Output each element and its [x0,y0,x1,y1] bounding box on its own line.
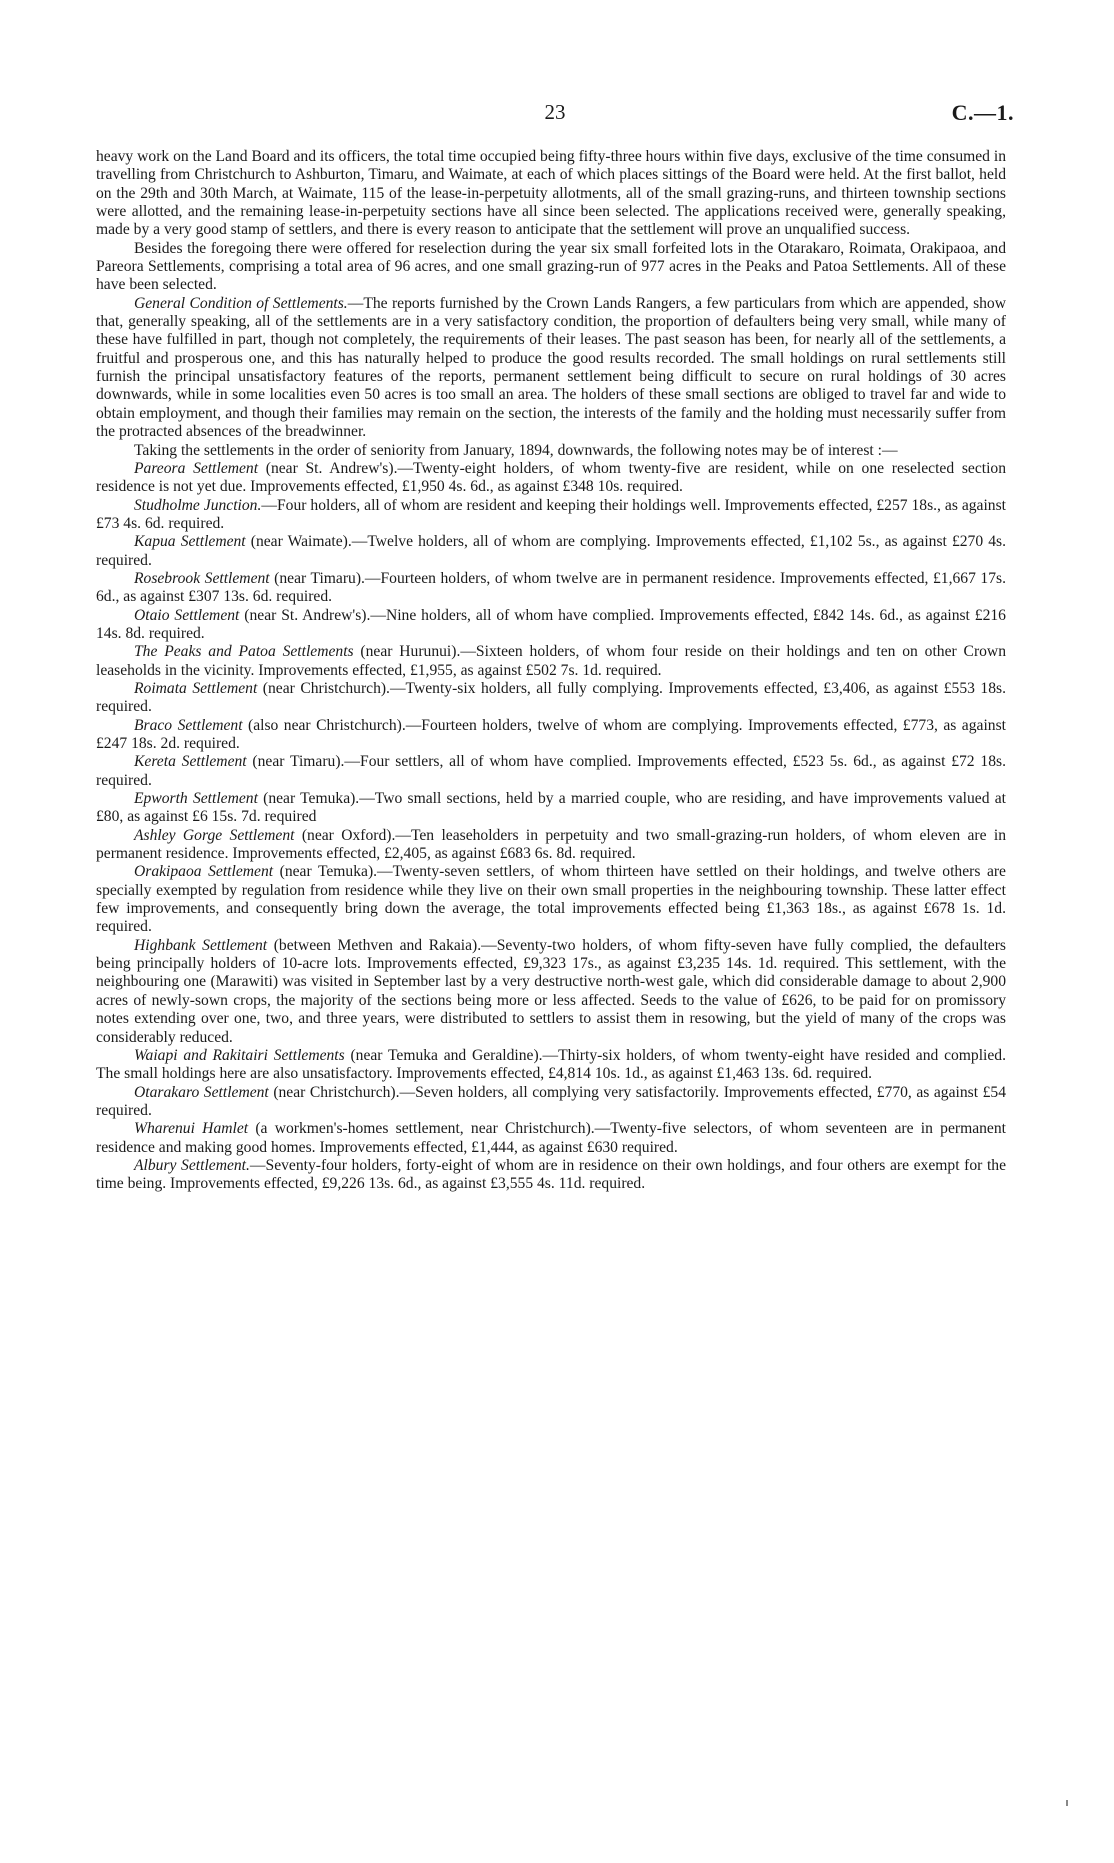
paragraph-lead: Waiapi and Rakitairi Settlements [134,1046,345,1064]
paragraph-lead: Ashley Gorge Settlement [134,826,295,844]
paragraph [96,1157,1006,1194]
paragraph-lead: Roimata Settlement [134,679,258,697]
paragraph-lead: The Peaks and Patoa Settlements [134,643,354,661]
paragraph-text: (near Oxford).—Ten leaseholders in perpetuity and two small-grazing-run holders, of whom eleven are in permanent residence. Improvements effected, £2,405, as against £683 6s. 8d. required. [96,826,1007,863]
paragraph-text: (near Temuka).—Two small sections, held by a married couple, who are residing, and have improvements valued at £80, as against £6 15s. 7d. required [96,790,1006,826]
paragraph [96,240,1006,295]
paragraph [96,295,1006,442]
paragraph [96,460,1006,497]
paragraph-lead: Albury Settlement. [134,1156,250,1174]
paragraph [96,937,1006,1047]
paragraph-text: Besides the foregoing there were offered for reselection during the year six small forfeited lots in the Otarakaro, Roimata, Orakipaoa, and Pareora Settlements, comprising a total area of 96 acres, and one small grazing-run of 977 acres in the Peaks and Patoa Settlements. All of these have been selected. [96,239,1006,294]
paragraph-text: (near Christchurch).—Seven holders, all complying very satisfactorily. Improvements effected, £770, as against £54 required. [96,1083,1006,1119]
paragraph-lead: Kereta Settlement [134,753,247,771]
paragraph-lead: General Condition of Settlements. [134,294,348,312]
paragraph-text: (near Hurunui).—Sixteen holders, of whom four reside on their holdings and ten on other Crown leaseholds in the vicinity. Improvements effected, £1,955, as against £502 7s. 1d. required. [96,643,1006,679]
paragraph-text: (near St. Andrew's).—Nine holders, all of whom have complied. Improvements effected, £842 14s. 6d., as against £216 14s. 8d. required. [96,606,1006,642]
paragraph-text: (near Timaru).—Fourteen holders, of whom twelve are in permanent residence. Improvements effected, £1,667 17s. 6d., as against £307 13s. 6d. required. [96,569,1006,606]
paragraph-lead: Orakipaoa Settlement [134,863,274,881]
paragraph [96,148,1006,240]
paragraph-text: heavy work on the Land Board and its officers, the total time occupied being fifty-three hours within five days, exclusive of the time consumed in travelling from Christchurch to Ashburton, Timaru, and Waimate, at each of which places sittings of the Board were held. At the first ballot, held on the 29th and 30th March, at Waimate, 115 of the lease-in-perpetuity allotments, all of the small grazing-runs, and thirteen township sections were allotted, and the remaining lease-in-perpetuity sections have all since been selected. The applications received were, generally speaking, made by a very good stamp of settlers, and there is every reason to anticipate that the settlement will prove an unqualified success. [96,148,1006,239]
paragraph-text: (between Methven and Rakaia).—Seventy-two holders, of whom fifty-seven have fully complied, the defaulters being principally holders of 10-acre lots. Improvements effected, £9,323 17s., as against £3,235 14s. 1d. required. This settlement, with the neighbouring one (Marawiti) was visited in September last by a very destructive north-west gale, which did considerable damage to about 2,900 acres of newly-sown crops, the majority of the sections being more or less affected. Seeds to the value of £626, to be paid for on promissory notes extending over one, two, and three years, were distributed to settlers to assist them in resowing, but the yield of many of the crops was considerably reduced. [96,936,1006,1046]
paragraph [96,1120,1006,1157]
paragraph-text: (near Christchurch).—Twenty-six holders, all fully complying. Improvements effected, £3,406, as against £553 18s. required. [96,679,1006,716]
paragraph-text: —Four holders, all of whom are resident and keeping their holdings well. Improvements effected, £257 18s., as against £73 4s. 6d. required. [96,496,1007,532]
paragraph-text: (near Timaru).—Four settlers, all of whom have complied. Improvements effected, £523 5s. 6d., as against £72 18s. required. [96,753,1006,789]
paragraph-text: (a workmen's-homes settlement, near Christchurch).—Twenty-five selectors, of whom seventeen are in permanent residence and making good homes. Improvements effected, £1,444, as against £630 required. [96,1120,1006,1156]
paragraph [96,607,1006,644]
paragraph-lead: Otarakaro Settlement [134,1083,269,1101]
paragraph [96,570,1006,607]
paragraph [96,717,1006,754]
paragraph [96,643,1006,680]
paragraph-lead: Rosebrook Settlement [134,569,270,587]
scan-mark [1066,1800,1068,1806]
paragraph-lead: Studholme Junction. [134,496,262,514]
page-number: 23 [544,100,566,124]
paragraph [96,533,1006,570]
paragraph-text: (also near Christchurch).—Fourteen holders, twelve of whom are complying. Improvements effected, £773, as against £247 18s. 2d. required. [96,716,1006,752]
paragraph-text: (near Temuka and Geraldine).—Thirty-six holders, of whom twenty-eight have resided and complied. The small holdings here are also unsatisfactory. Improvements effected, £4,814 10s. 1d., as against £1,463 13s. 6d. required. [96,1046,1007,1083]
paragraph-text: Taking the settlements in the order of seniority from January, 1894, downwards, the following notes may be of interest :— [134,441,898,459]
paragraph-text: (near Temuka).—Twenty-seven settlers, of whom thirteen have settled on their holdings, and twelve others are specially exempted by regulation from residence while they live on their own small properties in the neighbouring township. These latter effect few improvements, and consequently bring down the average, the total improvements effected being £1,363 18s., as against £678 1s. 1d. required. [96,863,1006,936]
paragraph [96,1047,1006,1084]
paragraph-lead: Highbank Settlement [134,936,268,954]
paragraph-text: (near Waimate).—Twelve holders, all of whom are complying. Improvements effected, £1,102 5s., as against £270 4s. required. [96,533,1007,569]
document-reference: C.—1. [951,100,1014,125]
paragraph [96,1084,1006,1121]
page-header [96,100,1014,128]
paragraph [96,863,1006,936]
paragraph-lead: Epworth Settlement [134,790,258,808]
paragraph-lead: Braco Settlement [134,716,243,734]
paragraph [96,753,1006,790]
paragraph [96,790,1006,827]
paragraph-text: —Seventy-four holders, forty-eight of whom are in residence on their own holdings, and four others are exempt for the time being. Improvements effected, £9,226 13s. 6d., as against £3,555 4s. 11d. required. [96,1156,1007,1193]
paragraph-lead: Pareora Settlement [134,459,259,477]
paragraph [96,497,1006,534]
paragraph [96,442,1006,460]
paragraph-lead: Wharenui Hamlet [134,1120,249,1138]
paragraph-lead: Otaio Settlement [134,606,240,624]
paragraph [96,680,1006,717]
paragraph-lead: Kapua Settlement [134,533,246,551]
paragraph-text: —The reports furnished by the Crown Lands Rangers, a few particulars from which are appended, show that, generally speaking, all of the settlements are in a very satisfactory condition, the proportion of defaulters being very small, while many of these have fulfilled in part, though not completely, the requirements of their leases. The past season has been, for nearly all of the settlements, a fruitful and prosperous one, and this has naturally helped to produce the good results recorded. The small holdings on rural settlements still furnish the principal unsatisfactory features of the reports, permanent settlement being difficult to secure on rural holdings of 30 acres downwards, while in some localities even 50 acres is too small an area. The holders of these small sections are obliged to travel far and wide to obtain employment, and though their families may remain on the section, the interests of the family and the holding must necessarily suffer from the protracted absences of the breadwinner. [96,294,1006,441]
paragraph [96,827,1006,864]
body-text [96,148,1006,1194]
paragraph-text: (near St. Andrew's).—Twenty-eight holders, of whom twenty-five are resident, while on one reselected section residence is not yet due. Improvements effected, £1,950 4s. 6d., as against £348 10s. required. [96,459,1006,496]
